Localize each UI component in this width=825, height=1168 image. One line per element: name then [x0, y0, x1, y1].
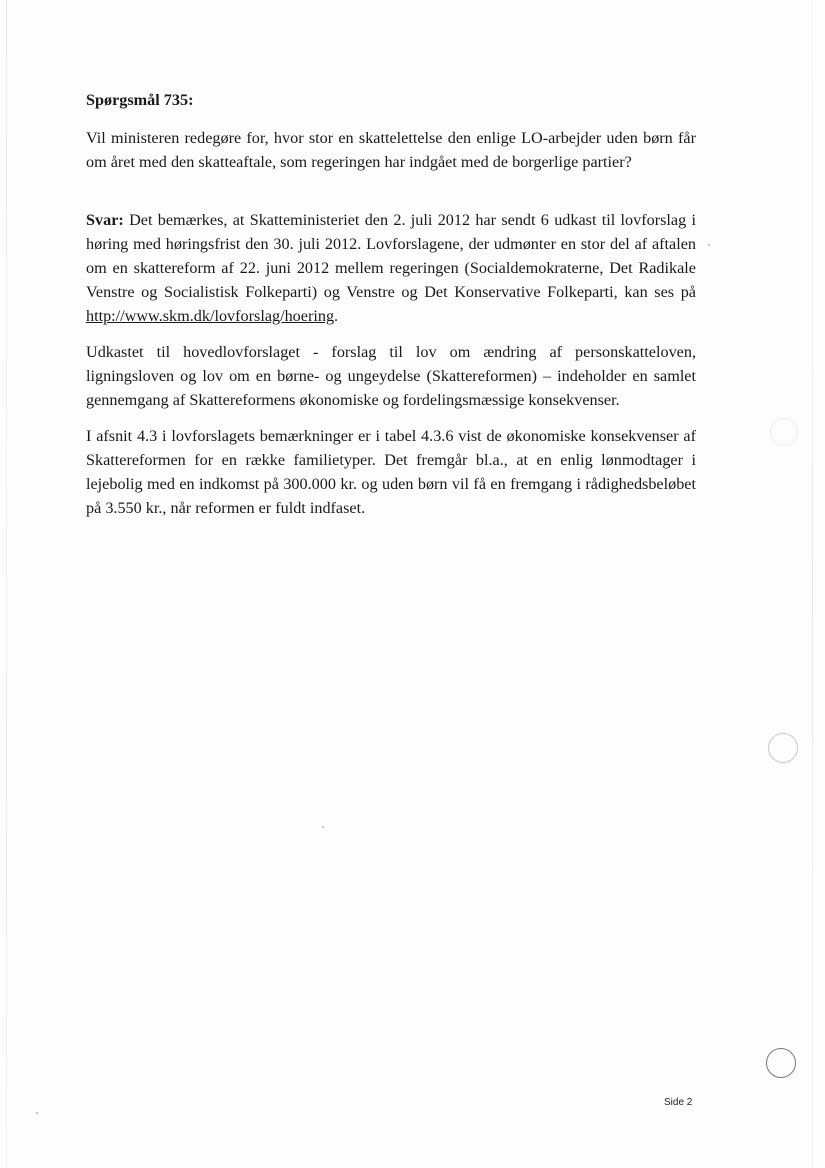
question-text: Vil ministeren redegøre for, hvor stor en skattelettelse den enlige LO-arbejder uden børn får om året med den skatteaftale, som regeringen har indgået med de borgerlige partier?: [86, 129, 696, 171]
scan-speck: [36, 1112, 38, 1114]
answer-intro: Det bemærkes, at Skatteministeriet den 2. juli 2012 har sendt 6 udkast til lovforslag i høring med høringsfrist den 30. juli 2012. Lovforslagene, der udmønter en stor del af aftalen om en skattereform af 22. juni 2012 mellem regeringen (Socialdemokraterne, Det Radikale Venstre og Socialistisk Folkeparti) og Venstre og Det Konservative Folkeparti, kan ses på: [86, 211, 696, 301]
scan-edge-left: [6, 0, 7, 1168]
answer-label: Svar:: [86, 211, 124, 229]
hoering-link[interactable]: http://www.skm.dk/lovforslag/hoering: [86, 307, 335, 325]
page-number: Side 2: [664, 1097, 693, 1108]
scan-speck: [708, 244, 710, 246]
question-heading: Spørgsmål 735:: [86, 91, 194, 109]
answer-paragraph-3: I afsnit 4.3 i lovforslagets bemærkninger er i tabel 4.3.6 vist de økonomiske konsekvenser af Skattereformen for en række familietyper. Det fremgår bl.a., at en enlig lønmodtager i lejebolig med en indkomst på 300.000 kr. og uden børn vil få en fremgang i rådighedsbeløbet på 3.550 kr., når reformen er fuldt indfaset.: [86, 427, 696, 517]
punch-hole-icon: [766, 1048, 796, 1078]
scan-speck: [322, 826, 324, 828]
answer-intro-end: .: [334, 307, 339, 325]
answer-paragraph-1: [86, 208, 696, 328]
answer-paragraph-2: Udkastet til hovedlovforslaget - forslag til lov om ændring af personskatteloven, ligningsloven og lov om en børne- og ungeydelse (Skattereformen) – indeholder en samlet gennemgang af Skattereformens økonomiske og fordelingsmæssige konsekvenser.: [86, 343, 696, 409]
scan-edge-right: [812, 0, 813, 1168]
punch-hole-icon: [770, 418, 798, 446]
punch-hole-icon: [768, 733, 798, 763]
document-body: [86, 88, 696, 520]
